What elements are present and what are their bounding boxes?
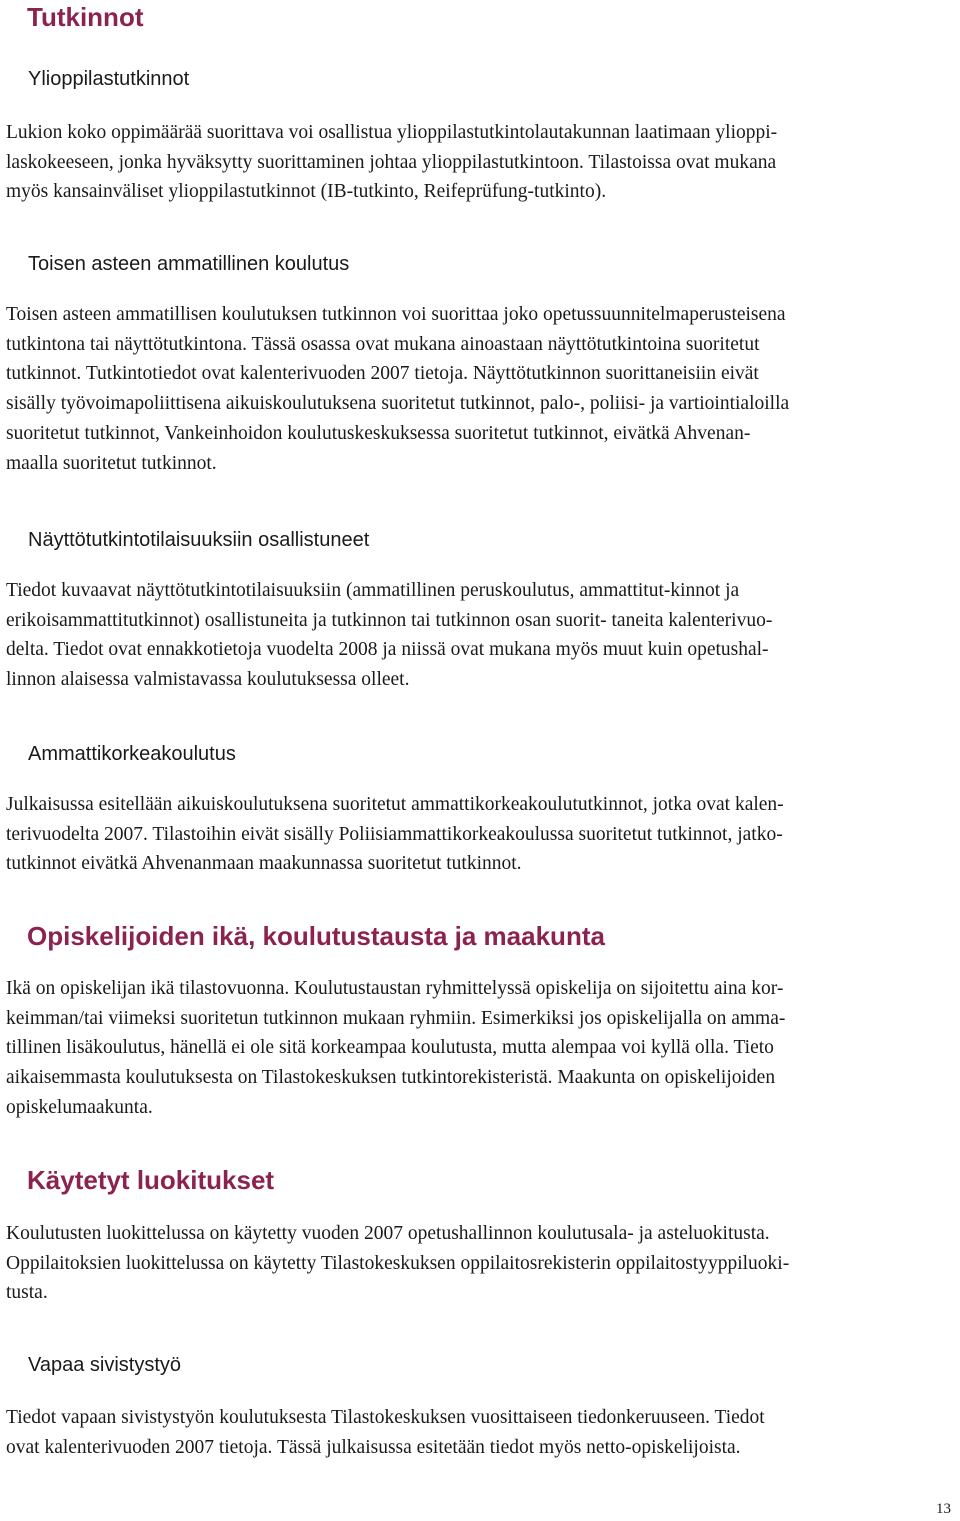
paragraph-line: tutkintona tai näyttötutkintona. Tässä osassa ovat mukana ainoastaan näyttötutkintoina suoritetut — [6, 333, 760, 355]
paragraph-vapaa-sivistystyo — [6, 1403, 956, 1462]
paragraph-line: maalla suoritetut tutkinnot. — [6, 452, 217, 474]
paragraph-line: ovat kalenterivuoden 2007 tietoja. Tässä julkaisussa esitetään tiedot myös netto-opiskelijoista. — [6, 1436, 741, 1458]
heading-opiskelijoiden-ika: Opiskelijoiden ikä, koulutustausta ja maakunta — [27, 921, 605, 951]
paragraph-line: tusta. — [6, 1282, 48, 1304]
paragraph-line: Oppilaitoksien luokittelussa on käytetty Tilastokeskuksen oppilaitosrekisterin oppilaitostyyppiluoki- — [6, 1252, 790, 1274]
heading-ammattikorkeakoulutus: Ammattikorkeakoulutus — [28, 743, 236, 765]
paragraph-line: Koulutusten luokittelussa on käytetty vuoden 2007 opetushallinnon koulutusala- ja asteluokitusta. — [6, 1223, 770, 1244]
paragraph-luokitukset — [6, 1219, 956, 1308]
paragraph-ylioppilastutkinnot — [6, 118, 956, 207]
paragraph-line: myös kansainväliset ylioppilastutkinnot (IB-tutkinto, Reifeprüfung-tutkinto). — [6, 181, 607, 203]
paragraph-line: Lukion koko oppimäärää suorittava voi osallistua ylioppilastutkintolautakunnan laatimaan ylioppi- — [6, 122, 778, 143]
paragraph-line: Tiedot kuvaavat näyttötutkintotilaisuuksiin (ammatillinen peruskoulutus, ammattitut-kinnot ja — [6, 580, 740, 601]
paragraph-line: tutkinnot. Tutkintotiedot ovat kalenterivuoden 2007 tietoja. Näyttötutkinnon suorittaneisiin eivät — [6, 363, 759, 385]
paragraph-line: laskokeeseen, jonka hyväksytty suorittaminen johtaa ylioppilastutkintoon. Tilastoissa ovat mukana — [6, 151, 777, 173]
paragraph-line: erikoisammattitutkinnot) osallistuneita ja tutkinnon tai tutkinnon osan suorit- taneita kalenterivuo- — [6, 609, 773, 631]
paragraph-line: opiskelumaakunta. — [6, 1096, 153, 1118]
paragraph-line: Toisen asteen ammatillisen koulutuksen tutkinnon voi suorittaa joko opetussuunnitelmaperusteisena — [6, 304, 786, 325]
paragraph-toisen-asteen — [6, 300, 956, 478]
heading-luokitukset: Käytetyt luokitukset — [27, 1165, 275, 1195]
paragraph-line: Tiedot vapaan sivistystyön koulutuksesta Tilastokeskuksen vuosittaiseen tiedonkeruuseen. Tiedot — [6, 1407, 765, 1428]
paragraph-line: Julkaisussa esitellään aikuiskoulutuksena suoritetut ammattikorkeakoulututkinnot, jotka ovat kalen- — [6, 794, 784, 815]
paragraph-line: aikaisemmasta koulutuksesta on Tilastokeskuksen tutkintorekisteristä. Maakunta on opiskelijoiden — [6, 1067, 776, 1089]
heading-nayttotutkinto: Näyttötutkintotilaisuuksiin osallistuneet — [28, 529, 370, 551]
paragraph-line: tutkinnot eivätkä Ahvenanmaan maakunnassa suoritetut tutkinnot. — [6, 853, 522, 875]
paragraph-ammattikorkeakoulutus — [6, 790, 956, 879]
paragraph-line: Ikä on opiskelijan ikä tilastovuonna. Koulutustaustan ryhmittelyssä opiskelija on sijoitettu aina kor- — [6, 978, 784, 999]
paragraph-line: terivuodelta 2007. Tilastoihin eivät sisälly Poliisiammattikorkeakoulussa suoritetut tutkinnot, jatko- — [6, 823, 783, 845]
paragraph-nayttotutkinto — [6, 576, 956, 695]
paragraph-line: delta. Tiedot ovat ennakkotietoja vuodelta 2008 ja niissä ovat mukana myös muut kuin opetushal- — [6, 639, 769, 661]
paragraph-line: linnon alaisessa valmistavassa koulutuksessa olleet. — [6, 669, 410, 691]
paragraph-line: tillinen lisäkoulutus, hänellä ei ole sitä korkeampaa koulutusta, mutta alempaa voi kyllä olla. Tieto — [6, 1037, 774, 1059]
heading-tutkinnot: Tutkinnot — [27, 2, 144, 32]
heading-vapaa-sivistystyo: Vapaa sivistystyö — [28, 1354, 182, 1376]
paragraph-opiskelijoiden-ika — [6, 974, 956, 1123]
paragraph-line: suoritetut tutkinnot, Vankeinhoidon koulutuskeskuksessa suoritetut tutkinnot, eivätkä Ahvenan- — [6, 422, 751, 444]
paragraph-line: sisälly työvoimapoliittisena aikuiskoulutuksena suoritetut tutkinnot, palo-, poliisi- ja vartiointialoilla — [6, 393, 790, 415]
page-number: 13 — [936, 1501, 951, 1517]
heading-toisen-asteen: Toisen asteen ammatillinen koulutus — [28, 253, 350, 275]
heading-ylioppilastutkinnot: Ylioppilastutkinnot — [28, 68, 190, 90]
paragraph-line: keimman/tai viimeksi suoritetun tutkinnon mukaan ryhmiin. Esimerkiksi jos opiskelijalla on amma- — [6, 1007, 786, 1029]
